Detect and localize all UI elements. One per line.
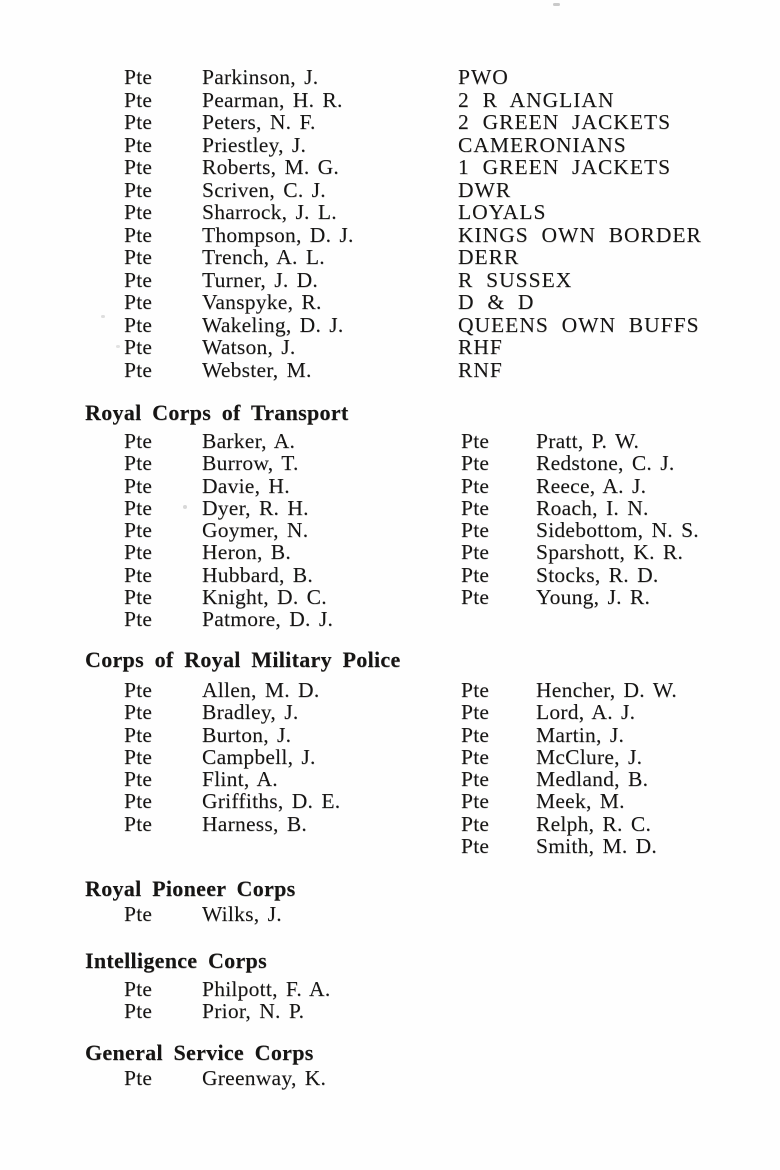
rank-label: Pte bbox=[124, 245, 153, 269]
rank-label: Pte bbox=[461, 834, 490, 859]
roster-row bbox=[0, 701, 780, 723]
name-label: Griffiths, D. E. bbox=[202, 789, 341, 814]
name-label: Roberts, M. G. bbox=[202, 155, 340, 179]
rank-label: Pte bbox=[124, 290, 153, 314]
unit-label: RNF bbox=[458, 357, 503, 382]
roster-row bbox=[0, 246, 780, 269]
rank-label: Pte bbox=[124, 65, 153, 89]
unit-label: 2 R ANGLIAN bbox=[458, 87, 615, 112]
rank-label: Pte bbox=[124, 518, 153, 543]
roster-row bbox=[0, 111, 780, 134]
royal-corps-of-transport-right-column bbox=[0, 430, 780, 608]
rank-label: Pte bbox=[124, 744, 153, 769]
rank-label: Pte bbox=[461, 678, 490, 702]
roster-row bbox=[0, 359, 780, 382]
rank-label: Pte bbox=[124, 451, 153, 476]
rank-label: Pte bbox=[124, 312, 153, 337]
roster-row bbox=[0, 452, 780, 474]
rank-label: Pte bbox=[461, 700, 490, 725]
name-label: Medland, B. bbox=[536, 767, 649, 792]
royal-military-police-right-column bbox=[0, 679, 780, 857]
rank-label: Pte bbox=[124, 700, 153, 725]
scan-speck bbox=[553, 3, 560, 6]
rank-label: Pte bbox=[124, 562, 153, 587]
section-heading-corps-of-royal-military-police: Corps of Royal Military Police bbox=[85, 647, 401, 672]
name-label: Greenway, K. bbox=[202, 1066, 327, 1090]
name-label: Priestley, J. bbox=[202, 132, 307, 157]
rank-label: Pte bbox=[461, 811, 490, 836]
roster-row bbox=[0, 66, 780, 89]
unit-label: 1 GREEN JACKETS bbox=[458, 155, 672, 179]
name-label: Sharrock, J. L. bbox=[202, 200, 337, 224]
name-label: Davie, H. bbox=[202, 473, 290, 498]
rank-label: Pte bbox=[461, 473, 490, 498]
rank-label: Pte bbox=[124, 722, 153, 747]
name-label: Burton, J. bbox=[202, 722, 292, 747]
unit-label: LOYALS bbox=[458, 200, 547, 224]
name-label: Campbell, J. bbox=[202, 744, 316, 769]
roster-row bbox=[0, 724, 780, 746]
rank-label: Pte bbox=[461, 540, 490, 565]
unit-label: PWO bbox=[458, 65, 509, 89]
roster-row bbox=[0, 1067, 780, 1089]
name-label: Pearman, H. R. bbox=[202, 87, 343, 112]
rank-label: Pte bbox=[124, 132, 153, 157]
roster-row bbox=[0, 430, 780, 452]
rank-label: Pte bbox=[124, 177, 153, 202]
rank-label: Pte bbox=[124, 335, 153, 359]
rank-label: Pte bbox=[124, 540, 153, 565]
unit-label: KINGS OWN BORDER bbox=[458, 222, 702, 247]
royal-pioneer-corps-list bbox=[0, 903, 780, 925]
rank-label: Pte bbox=[124, 585, 153, 610]
rank-label: Pte bbox=[461, 722, 490, 747]
unit-label: DWR bbox=[458, 177, 512, 202]
roster-row bbox=[0, 1000, 780, 1022]
name-label: Prior, N. P. bbox=[202, 999, 305, 1024]
rank-label: Pte bbox=[124, 767, 153, 792]
name-label: Wilks, J. bbox=[202, 902, 282, 926]
name-label: Meek, M. bbox=[536, 789, 625, 814]
section-heading-intelligence-corps: Intelligence Corps bbox=[85, 948, 267, 973]
name-label: Burrow, T. bbox=[202, 451, 299, 476]
name-label: Parkinson, J. bbox=[202, 65, 319, 89]
name-label: Smith, M. D. bbox=[536, 834, 658, 859]
rank-label: Pte bbox=[461, 495, 490, 520]
name-label: Stocks, R. D. bbox=[536, 562, 659, 587]
name-label: Watson, J. bbox=[202, 335, 296, 359]
rank-label: Pte bbox=[124, 267, 153, 292]
name-label: Lord, A. J. bbox=[536, 700, 636, 725]
rank-label: Pte bbox=[461, 451, 490, 476]
rank-label: Pte bbox=[461, 744, 490, 769]
rank-label: Pte bbox=[461, 429, 490, 453]
name-label: Sidebottom, N. S. bbox=[536, 518, 699, 543]
name-label: Knight, D. C. bbox=[202, 585, 327, 610]
name-label: Hubbard, B. bbox=[202, 562, 314, 587]
roster-row bbox=[0, 314, 780, 337]
name-label: Flint, A. bbox=[202, 767, 278, 792]
roster-row bbox=[0, 336, 780, 359]
roster-row bbox=[0, 679, 780, 701]
roster-row bbox=[0, 269, 780, 292]
name-label: Allen, M. D. bbox=[202, 678, 320, 702]
rank-label: Pte bbox=[124, 977, 153, 1001]
roster-row bbox=[0, 179, 780, 202]
name-label: Heron, B. bbox=[202, 540, 292, 565]
name-label: Dyer, R. H. bbox=[202, 495, 309, 520]
rank-label: Pte bbox=[124, 473, 153, 498]
name-label: Pratt, P. W. bbox=[536, 429, 640, 453]
rank-label: Pte bbox=[124, 678, 153, 702]
roster-row bbox=[0, 835, 780, 857]
name-label: Scriven, C. J. bbox=[202, 177, 326, 202]
name-label: Hencher, D. W. bbox=[536, 678, 677, 702]
roster-row bbox=[0, 134, 780, 157]
section-heading-general-service-corps: General Service Corps bbox=[85, 1040, 314, 1065]
name-label: Patmore, D. J. bbox=[202, 607, 334, 632]
rank-label: Pte bbox=[124, 155, 153, 179]
unit-label: D & D bbox=[458, 290, 535, 314]
name-label: Relph, R. C. bbox=[536, 811, 652, 836]
section-heading-royal-pioneer-corps: Royal Pioneer Corps bbox=[85, 876, 296, 901]
name-label: Redstone, C. J. bbox=[536, 451, 675, 476]
name-label: Wakeling, D. J. bbox=[202, 312, 344, 337]
roster-row bbox=[0, 746, 780, 768]
roster-row bbox=[0, 790, 780, 812]
name-label: Martin, J. bbox=[536, 722, 625, 747]
rank-label: Pte bbox=[124, 495, 153, 520]
roster-row bbox=[0, 224, 780, 247]
name-label: Philpott, F. A. bbox=[202, 977, 331, 1001]
name-label: Harness, B. bbox=[202, 811, 308, 836]
roster-row bbox=[0, 519, 780, 541]
name-label: Bradley, J. bbox=[202, 700, 299, 725]
rank-label: Pte bbox=[124, 1066, 153, 1090]
roster-row bbox=[0, 813, 780, 835]
name-label: McClure, J. bbox=[536, 744, 643, 769]
infantry-roster-list bbox=[0, 66, 780, 381]
rank-label: Pte bbox=[124, 87, 153, 112]
rank-label: Pte bbox=[461, 767, 490, 792]
name-label: Thompson, D. J. bbox=[202, 222, 354, 247]
rank-label: Pte bbox=[461, 585, 490, 610]
rank-label: Pte bbox=[124, 902, 153, 926]
name-label: Young, J. R. bbox=[536, 585, 651, 610]
unit-label: QUEENS OWN BUFFS bbox=[458, 312, 700, 337]
roster-row bbox=[0, 768, 780, 790]
roster-row bbox=[0, 541, 780, 563]
name-label: Vanspyke, R. bbox=[202, 290, 322, 314]
rank-label: Pte bbox=[461, 789, 490, 814]
unit-label: DERR bbox=[458, 245, 520, 269]
unit-label: 2 GREEN JACKETS bbox=[458, 110, 672, 134]
name-label: Goymer, N. bbox=[202, 518, 309, 543]
roster-row bbox=[0, 903, 780, 925]
rank-label: Pte bbox=[124, 357, 153, 382]
rank-label: Pte bbox=[124, 607, 153, 632]
roster-row bbox=[0, 586, 780, 608]
rank-label: Pte bbox=[124, 222, 153, 247]
rank-label: Pte bbox=[124, 110, 153, 134]
rank-label: Pte bbox=[124, 999, 153, 1024]
roster-row bbox=[0, 156, 780, 179]
roster-row bbox=[0, 497, 780, 519]
name-label: Webster, M. bbox=[202, 357, 312, 382]
name-label: Barker, A. bbox=[202, 429, 296, 453]
name-label: Trench, A. L. bbox=[202, 245, 325, 269]
roster-row bbox=[0, 564, 780, 586]
name-label: Roach, I. N. bbox=[536, 495, 649, 520]
intelligence-corps-list bbox=[0, 978, 780, 1023]
roster-row bbox=[0, 608, 780, 630]
rank-label: Pte bbox=[124, 200, 153, 224]
name-label: Sparshott, K. R. bbox=[536, 540, 684, 565]
rank-label: Pte bbox=[124, 789, 153, 814]
name-label: Peters, N. F. bbox=[202, 110, 316, 134]
roster-row bbox=[0, 89, 780, 112]
roster-row bbox=[0, 475, 780, 497]
general-service-corps-list bbox=[0, 1067, 780, 1089]
unit-label: RHF bbox=[458, 335, 503, 359]
unit-label: CAMERONIANS bbox=[458, 132, 627, 157]
rank-label: Pte bbox=[124, 429, 153, 453]
name-label: Turner, J. D. bbox=[202, 267, 319, 292]
rank-label: Pte bbox=[124, 811, 153, 836]
section-heading-royal-corps-of-transport: Royal Corps of Transport bbox=[85, 400, 349, 425]
rank-label: Pte bbox=[461, 562, 490, 587]
roster-row bbox=[0, 201, 780, 224]
unit-label: R SUSSEX bbox=[458, 267, 573, 292]
roster-row bbox=[0, 291, 780, 314]
rank-label: Pte bbox=[461, 518, 490, 543]
roster-row bbox=[0, 978, 780, 1000]
name-label: Reece, A. J. bbox=[536, 473, 647, 498]
